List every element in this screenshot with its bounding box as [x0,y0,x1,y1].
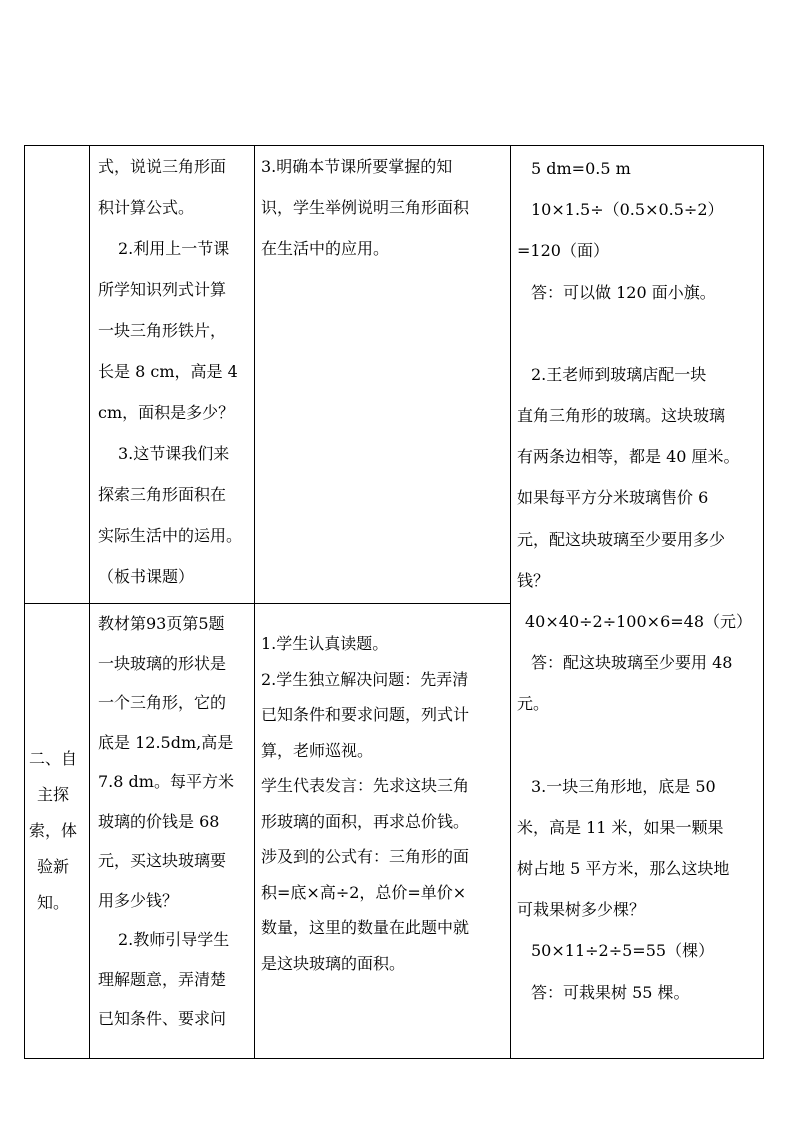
exercise-cell [511,146,764,1059]
text-line: 积=底×高÷2，总价=单价× [261,882,467,902]
text-line: 5 dm=0.5 m [531,159,631,178]
text-line: 2.王老师到玻璃店配一块 [531,364,707,384]
text-line: 长是 8 cm，高是 4 [98,362,238,381]
text-line: 树占地 5 平方米，那么这块地 [517,859,730,879]
teacher-activity-cell [90,604,255,1059]
table-row [25,146,764,604]
stage-cell-empty [25,146,90,604]
text-line: 算，老师巡视。 [261,740,374,760]
text-line: 底是 12.5dm,高是 [98,732,234,752]
text-line: 40×40÷2÷100×6=48（元） [525,612,753,632]
text-line: 如果每平方分米玻璃售价 6 [517,488,709,508]
text-line: 2.利用上一节课 [118,239,230,258]
text-line: 元。 [517,694,550,714]
text-line: 钱？ [517,570,550,590]
text-line: 10×1.5÷（0.5×0.5÷2） [531,200,724,220]
text-line: 所学知识列式计算 [98,280,227,299]
text-line: 用多少钱？ [98,890,179,910]
text-line: 3.这节课我们来 [118,444,230,463]
text-line: （板书课题） [98,567,195,586]
text-line: 涉及到的公式有：三角形的面 [261,847,470,866]
text-line: 答：可以做 120 面小旗。 [531,282,716,302]
text-line: 形玻璃的面积，再求总价钱。 [261,811,470,831]
text-line: 答：可栽果树 55 棵。 [531,982,690,1002]
text-line: 已知条件和要求问题，列式计 [261,705,470,724]
text-line: 理解题意，弄清楚 [98,969,227,989]
text-line: 数量，这里的数量在此题中就 [261,918,470,937]
text-line: cm，面积是多少？ [98,403,235,422]
stage-label-line: 知。 [37,893,70,912]
text-line: 7.8 dm。每平方米 [98,772,234,791]
student-activity-cell [255,146,511,604]
teacher-activity-cell [90,146,255,604]
text-line: 3.明确本节课所要掌握的知 [261,157,453,176]
stage-label-line: 二、自 [29,749,78,768]
stage-label-line: 主探 [37,785,70,804]
student-activity-cell [255,604,511,1059]
stage-label-line: 索，体 [29,821,78,840]
lesson-plan-table [24,145,764,1059]
text-line: 答：配这块玻璃至少要用 48 [531,653,733,673]
text-line: 1.学生认真读题。 [261,634,389,653]
text-line: 3.一块三角形地，底是 50 [531,776,716,796]
text-line: 元，买这块玻璃要 [98,851,227,870]
text-line: 教材第93页第5题 [98,614,225,633]
text-line: =120（面） [517,241,609,261]
stage-cell [25,604,90,1059]
text-line: 式，说说三角形面 [98,157,227,176]
text-line: 元，配这块玻璃至少要用多少 [517,529,726,549]
blank-line [517,725,763,766]
text-line: 已知条件、要求问 [98,1009,227,1028]
text-line: 米，高是 11 米，如果一颗果 [517,817,724,837]
stage-label-line: 验新 [37,857,70,876]
text-line: 2.教师引导学生 [118,930,230,949]
text-line: 有两条边相等，都是 40 厘米。 [517,447,740,467]
text-line: 积计算公式。 [98,198,195,217]
text-line: 在生活中的应用。 [261,239,390,258]
text-line: 学生代表发言：先求这块三角 [261,776,470,795]
text-line: 直角三角形的玻璃。这块玻璃 [517,406,726,426]
text-line: 玻璃的价钱是 68 [98,811,220,831]
text-line: 2.学生独立解决问题：先弄清 [261,669,469,689]
text-line: 一块三角形铁片， [98,321,227,340]
text-line: 可栽果树多少棵？ [517,900,646,920]
text-line: 探索三角形面积在 [98,485,227,504]
blank-line [517,313,763,354]
text-line: 识，学生举例说明三角形面积 [261,198,470,217]
text-line: 50×11÷2÷5=55（棵） [531,941,715,961]
text-line: 一个三角形，它的 [98,693,227,712]
text-line: 是这块玻璃的面积。 [261,953,406,973]
text-line: 一块玻璃的形状是 [98,653,227,673]
text-line: 实际生活中的运用。 [98,526,243,545]
